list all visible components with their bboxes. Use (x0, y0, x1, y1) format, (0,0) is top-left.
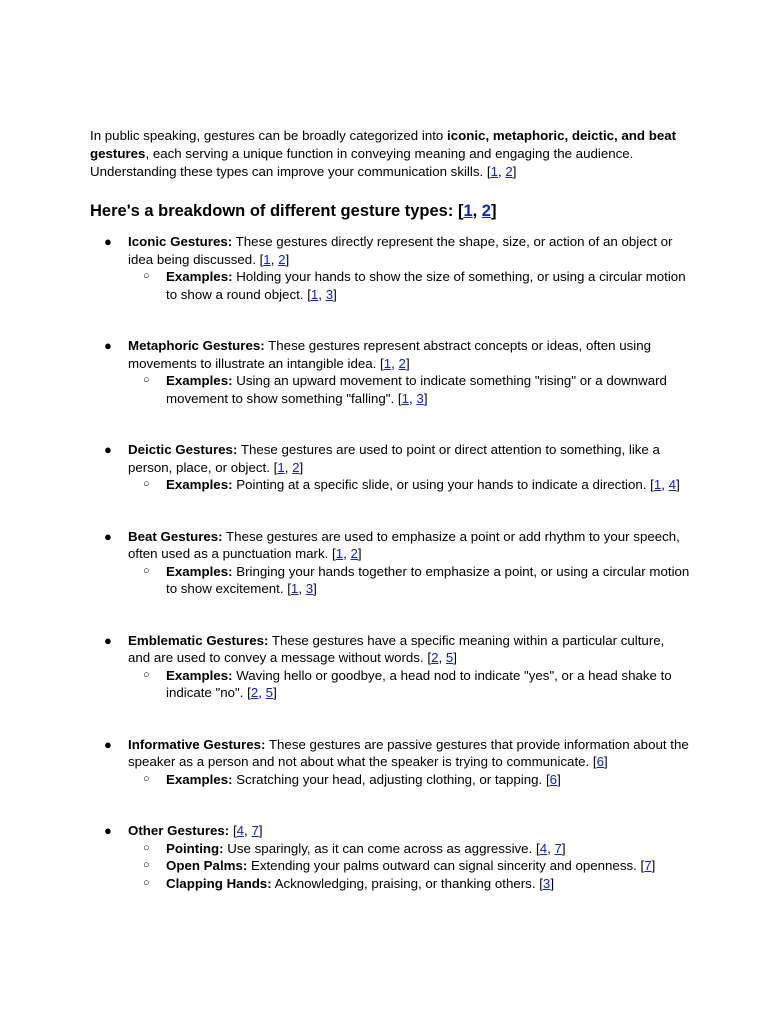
example-text: Using an upward movement to indicate something "rising" or a downward movement to show something "falling". (166, 373, 667, 406)
example-label: Examples: (166, 373, 233, 388)
example-text: Holding your hands to show the size of something, or using a circular motion to show a round object. (166, 269, 686, 302)
example-label: Open Palms: (166, 858, 248, 873)
citation-link[interactable]: 7 (554, 840, 562, 856)
example-list (128, 476, 690, 494)
bullet-icon: ● (104, 442, 112, 457)
example-list (128, 771, 690, 789)
citation: [4, 7] (232, 823, 263, 838)
citation-link[interactable]: 2 (292, 459, 300, 475)
citation: [1, 3] (307, 286, 337, 302)
gesture-list-item (90, 233, 690, 303)
example-list-item (128, 857, 690, 875)
citation: [1, 2] (380, 355, 410, 371)
citation: [2, 5] (247, 685, 277, 700)
circle-bullet-icon: ○ (143, 772, 150, 785)
gesture-description: These gestures have a specific meaning within a particular culture, and are used to convey a message without words. (128, 632, 665, 665)
example-text: Bringing your hands together to emphasize a point, or using a circular motion to show excitement. (166, 563, 690, 596)
bullet-icon: ● (104, 736, 112, 752)
circle-bullet-icon: ○ (143, 564, 150, 577)
citation: [1, 2] (332, 546, 362, 561)
citation-link[interactable]: 2 (481, 202, 491, 220)
circle-bullet-icon: ○ (143, 374, 150, 386)
gesture-title: Emblematic Gestures: (128, 632, 269, 648)
citation-link[interactable]: 1 (290, 581, 299, 596)
example-text: Acknowledging, praising, or thanking others. (271, 875, 540, 891)
citation-link[interactable]: 3 (416, 390, 424, 406)
bullet-icon: ● (104, 338, 112, 353)
bullet-icon: ● (104, 632, 112, 648)
gesture-description: These gestures are used to point or direct attention to something, like a person, place, or object. (128, 442, 660, 475)
citation-link[interactable]: 1 (463, 202, 473, 220)
example-label: Examples: (166, 771, 233, 787)
bullet-icon: ● (104, 234, 112, 249)
intro-text-end: , each serving a unique function in conveying meaning and engaging the audience. Understanding these types can improve your communication skills. (90, 146, 634, 179)
example-text: Use sparingly, as it can come across as aggressive. (223, 840, 536, 856)
bullet-icon: ● (104, 528, 112, 544)
bullet-icon: ● (104, 823, 112, 838)
example-list (128, 372, 690, 407)
section-heading-text: Here's a breakdown of different gesture types: (90, 202, 458, 220)
circle-bullet-icon: ○ (143, 841, 150, 854)
citation-link[interactable]: 3 (325, 286, 334, 302)
example-label: Examples: (166, 563, 233, 579)
citation-link[interactable]: 2 (250, 685, 259, 700)
example-list-item (128, 840, 690, 858)
citation-link[interactable]: 1 (263, 251, 271, 267)
citation: [6] (545, 771, 561, 787)
citation-link[interactable]: 2 (278, 251, 286, 267)
example-list (128, 840, 690, 893)
citation: [4, 7] (535, 840, 566, 856)
citation-link[interactable]: 5 (265, 685, 274, 700)
gesture-title: Iconic Gestures: (128, 234, 233, 249)
gesture-list-item (90, 736, 690, 789)
citation-link[interactable]: 2 (398, 355, 406, 371)
circle-bullet-icon: ○ (143, 478, 150, 490)
citation: [1, 3] (397, 390, 428, 406)
circle-bullet-icon: ○ (143, 859, 150, 871)
example-list (128, 268, 690, 303)
example-list-item (128, 875, 690, 893)
intro-paragraph (90, 127, 690, 181)
example-label: Clapping Hands: (166, 875, 272, 891)
citation-link[interactable]: 4 (236, 823, 245, 838)
gesture-title: Beat Gestures: (128, 528, 223, 544)
citation-link[interactable]: 6 (549, 771, 558, 787)
citation: [1, 4] (650, 477, 680, 492)
citation-link[interactable]: 2 (431, 650, 439, 665)
citation-link[interactable]: 7 (251, 823, 259, 838)
citation-link[interactable]: 4 (539, 840, 548, 856)
intro-text-start: In public speaking, gestures can be broadly categorized into (90, 128, 448, 143)
citation-link[interactable]: 7 (644, 858, 652, 873)
example-list (128, 563, 690, 598)
citation-link[interactable]: 6 (596, 754, 605, 769)
citation-link[interactable]: 1 (401, 390, 410, 406)
citation-link[interactable]: 1 (653, 477, 662, 492)
citation-link[interactable]: 2 (505, 164, 513, 179)
gesture-list-item (90, 528, 690, 598)
gesture-title: Other Gestures: (128, 823, 230, 838)
citation-link[interactable]: 2 (350, 546, 358, 561)
gesture-title: Metaphoric Gestures: (128, 338, 265, 353)
citation-link[interactable]: 3 (542, 875, 551, 891)
gesture-description: These gestures are used to emphasize a point or add rhythm to your speech, often used as a punctuation mark. (128, 528, 680, 561)
gesture-title: Deictic Gestures: (128, 442, 238, 457)
example-label: Examples: (166, 477, 233, 492)
example-list-item (128, 372, 690, 407)
citation: [1, 2] (486, 164, 517, 179)
example-list-item (128, 667, 690, 702)
citation: [3] (539, 875, 555, 891)
citation-link[interactable]: 1 (277, 459, 285, 475)
gesture-title: Informative Gestures: (128, 736, 266, 752)
citation-link[interactable]: 1 (490, 164, 498, 179)
document-page (90, 127, 690, 892)
circle-bullet-icon: ○ (143, 270, 150, 282)
example-label: Pointing: (166, 840, 224, 856)
gesture-list-item (90, 632, 690, 702)
example-label: Examples: (166, 667, 233, 683)
section-heading: Here's a breakdown of different gesture types: [1, 2] (90, 202, 497, 220)
example-list-item (128, 268, 690, 303)
citation-link[interactable]: 5 (445, 650, 454, 665)
citation-link[interactable]: 1 (335, 546, 344, 561)
citation: [1, 2] (273, 459, 304, 475)
citation: [7] (640, 858, 656, 873)
citation: [6] (592, 754, 608, 769)
citation-link[interactable]: 3 (305, 581, 314, 596)
citation: [1, 3] (287, 581, 317, 596)
example-list (128, 667, 690, 702)
gesture-list-item (90, 337, 690, 407)
intro-bold-terms: iconic, metaphoric, deictic, and beat gestures (90, 128, 677, 161)
citation-link[interactable]: 1 (310, 286, 319, 302)
gesture-description: These gestures directly represent the shape, size, or action of an object or idea being discussed. (128, 234, 673, 267)
example-label: Examples: (166, 269, 233, 284)
gesture-list-item (90, 822, 690, 892)
gesture-description: These gestures represent abstract concepts or ideas, often using movements to illustrate an intangible idea. (128, 338, 652, 371)
example-text: Waving hello or goodbye, a head nod to indicate "yes", or a head shake to indicate "no". (166, 667, 672, 700)
gesture-description: These gestures are passive gestures that provide information about the speaker as a person and not about what the speaker is trying to communicate. (128, 736, 689, 769)
citation-link[interactable]: 4 (668, 477, 677, 492)
example-text: Extending your palms outward can signal sincerity and openness. (247, 858, 641, 873)
example-list-item (128, 771, 690, 789)
citation-link[interactable]: 1 (383, 355, 392, 371)
citation: [1, 2] (259, 251, 290, 267)
example-text: Pointing at a specific slide, or using your hands to indicate a direction. (232, 477, 651, 492)
citation: [2, 5] (427, 650, 457, 665)
gesture-type-list (90, 233, 690, 892)
circle-bullet-icon: ○ (143, 876, 150, 889)
example-text: Scratching your head, adjusting clothing, or tapping. (232, 771, 546, 787)
circle-bullet-icon: ○ (143, 668, 150, 681)
example-list-item (128, 563, 690, 598)
example-list-item (128, 476, 690, 494)
gesture-list-item (90, 441, 690, 494)
